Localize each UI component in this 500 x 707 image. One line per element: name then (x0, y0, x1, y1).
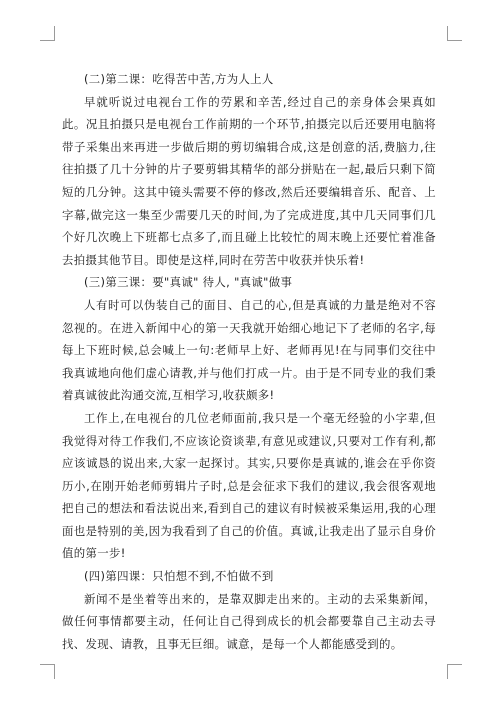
paragraph: 工作上,在电视台的几位老师面前,我只是一个毫无经验的小字辈,但我觉得对待工作我们,不应该论资谈辈,有意见或建议,只要对工作有利,都应该诚恳的说出来,大家一起探讨。其实,只要你是真诚的,谁会在乎你资历小,在刚开始老师剪辑片子时,总是会征求下我们的建议,我会很客观地把自己的想法和看法说出来,看到自己的建议有时候被采集运用,我的心理面也是特别的美,因为我看到了自己的价值。真诚,让我走出了显示自身价值的第一步! (62, 410, 436, 561)
crop-mark-top-right (447, 26, 462, 41)
crop-mark-bottom-left (40, 664, 55, 679)
crop-mark-top-left (40, 26, 55, 41)
document-body (62, 68, 436, 655)
section-heading-3: (三)第三课：要"真诚" 待人, "真诚"做事 (84, 275, 293, 290)
paragraph: 新闻不是坐着等出来的，是靠双脚走出来的。主动的去采集新闻，做任何事情都要主动，任何让自己得到成长的机会都要靠自己主动去寻找、发现、请教，且事无巨细。诚意，是每一个人都能感受到的。 (62, 591, 436, 651)
section-heading-2: (二)第二课：吃得苦中苦,方为人上人 (84, 72, 274, 86)
paragraph: 早就听说过电视台工作的劳累和辛苦,经过自己的亲身体会果真如此。况且拍摄只是电视台工作前期的一个环节,拍摄完以后还要用电脑将带子采集出来再进一步做后期的剪切编辑合成,这是创意的活,费脑力,往往拍摄了几十分钟的片子要剪辑其精华的部分拼贴在一起,最后只剩下简短的几分钟。这其中镜头需要不停的修改,然后还要编辑音乐、配音、上字幕,做完这一集至少需要几天的时间,为了完成进度,其中几天同事们几个好几次晚上下班都七点多了,而且碰上比较忙的周末晚上还要忙着准备去拍摄其他节目。即使是这样,同时在劳苦中收获并快乐着! (62, 94, 436, 267)
crop-mark-bottom-right (447, 664, 462, 679)
paragraph: 人有时可以伪装自己的面目、自己的心,但是真诚的力量是绝对不容忽视的。在进入新闻中心的第一天我就开始细心地记下了老师的名字,每每上下班时候,总会喊上一句:老师早上好、老师再见!在与同事们交往中我真诚地向他们虚心请教,并与他们打成一片。由于是不同专业的我们秉着真诚彼此沟通交流,互相学习,收获颇多! (62, 297, 436, 403)
section-heading-4: (四)第四课：只怕想不到,不怕做不到 (84, 569, 274, 584)
